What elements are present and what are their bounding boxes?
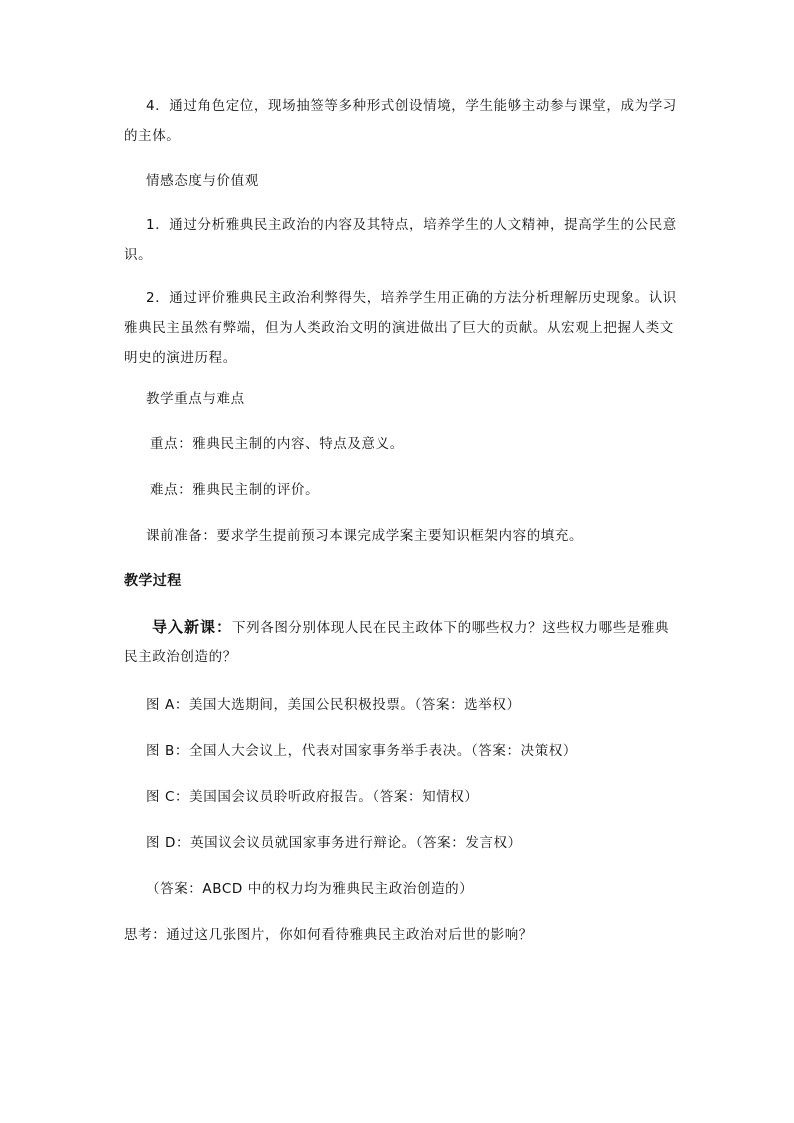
teaching-process-heading: 教学过程 <box>124 573 182 589</box>
emotion-item-2-line-1: 2．通过评价雅典民主政治利弊得失，培养学生用正确的方法分析理解历史现象。认识 <box>146 290 677 306</box>
figure-c-item: 图 C：美国国会议员聆听政府报告。（答案：知情权） <box>146 789 479 805</box>
intro-line-2: 民主政治创造的？ <box>124 649 237 665</box>
intro-label: 导入新课： <box>152 618 233 636</box>
emotion-item-1-line-1: 1．通过分析雅典民主政治的内容及其特点，培养学生的人文精神，提高学生的公民意 <box>146 217 677 233</box>
objective-item-4 <box>124 97 684 145</box>
emotion-item-1 <box>124 216 684 264</box>
emotion-item-2 <box>124 289 684 367</box>
focus-point: 重点：雅典民主制的内容、特点及意义。 <box>150 436 404 452</box>
intro-text: 下列各图分别体现人民在民主政体下的哪些权力？这些权力哪些是雅典 <box>232 620 670 636</box>
intro-paragraph <box>124 618 704 666</box>
thinking-question: 思考：通过这几张图片，你如何看待雅典民主政治对后世的影响？ <box>124 927 533 943</box>
key-points-heading: 教学重点与难点 <box>146 391 245 407</box>
objective-item-4-line-2: 的主体。 <box>124 128 181 144</box>
answer-summary: （答案：ABCD 中的权力均为雅典民主政治创造的） <box>146 881 474 897</box>
emotion-item-2-line-3: 明史的演进历程。 <box>124 350 237 366</box>
emotion-heading: 情感态度与价值观 <box>146 173 259 189</box>
difficulty-point: 难点：雅典民主制的评价。 <box>150 482 320 498</box>
figure-b-item: 图 B：全国人大会议上，代表对国家事务举手表决。（答案：决策权） <box>146 743 578 759</box>
class-preparation: 课前准备：要求学生提前预习本课完成学案主要知识框架内容的填充。 <box>146 528 584 544</box>
figure-d-item: 图 D：英国议会议员就国家事务进行辩论。（答案：发言权） <box>146 835 522 851</box>
objective-item-4-line-1: 4．通过角色定位，现场抽签等多种形式创设情境，学生能够主动参与课堂，成为学习 <box>146 98 677 114</box>
emotion-item-2-line-2: 雅典民主虽然有弊端，但为人类政治文明的演进做出了巨大的贡献。从宏观上把握人类文 <box>124 320 674 336</box>
intro-line-1 <box>124 618 704 636</box>
emotion-item-1-line-2: 识。 <box>124 247 153 263</box>
figure-a-item: 图 A：美国大选期间，美国公民积极投票。（答案：选举权） <box>146 697 521 713</box>
